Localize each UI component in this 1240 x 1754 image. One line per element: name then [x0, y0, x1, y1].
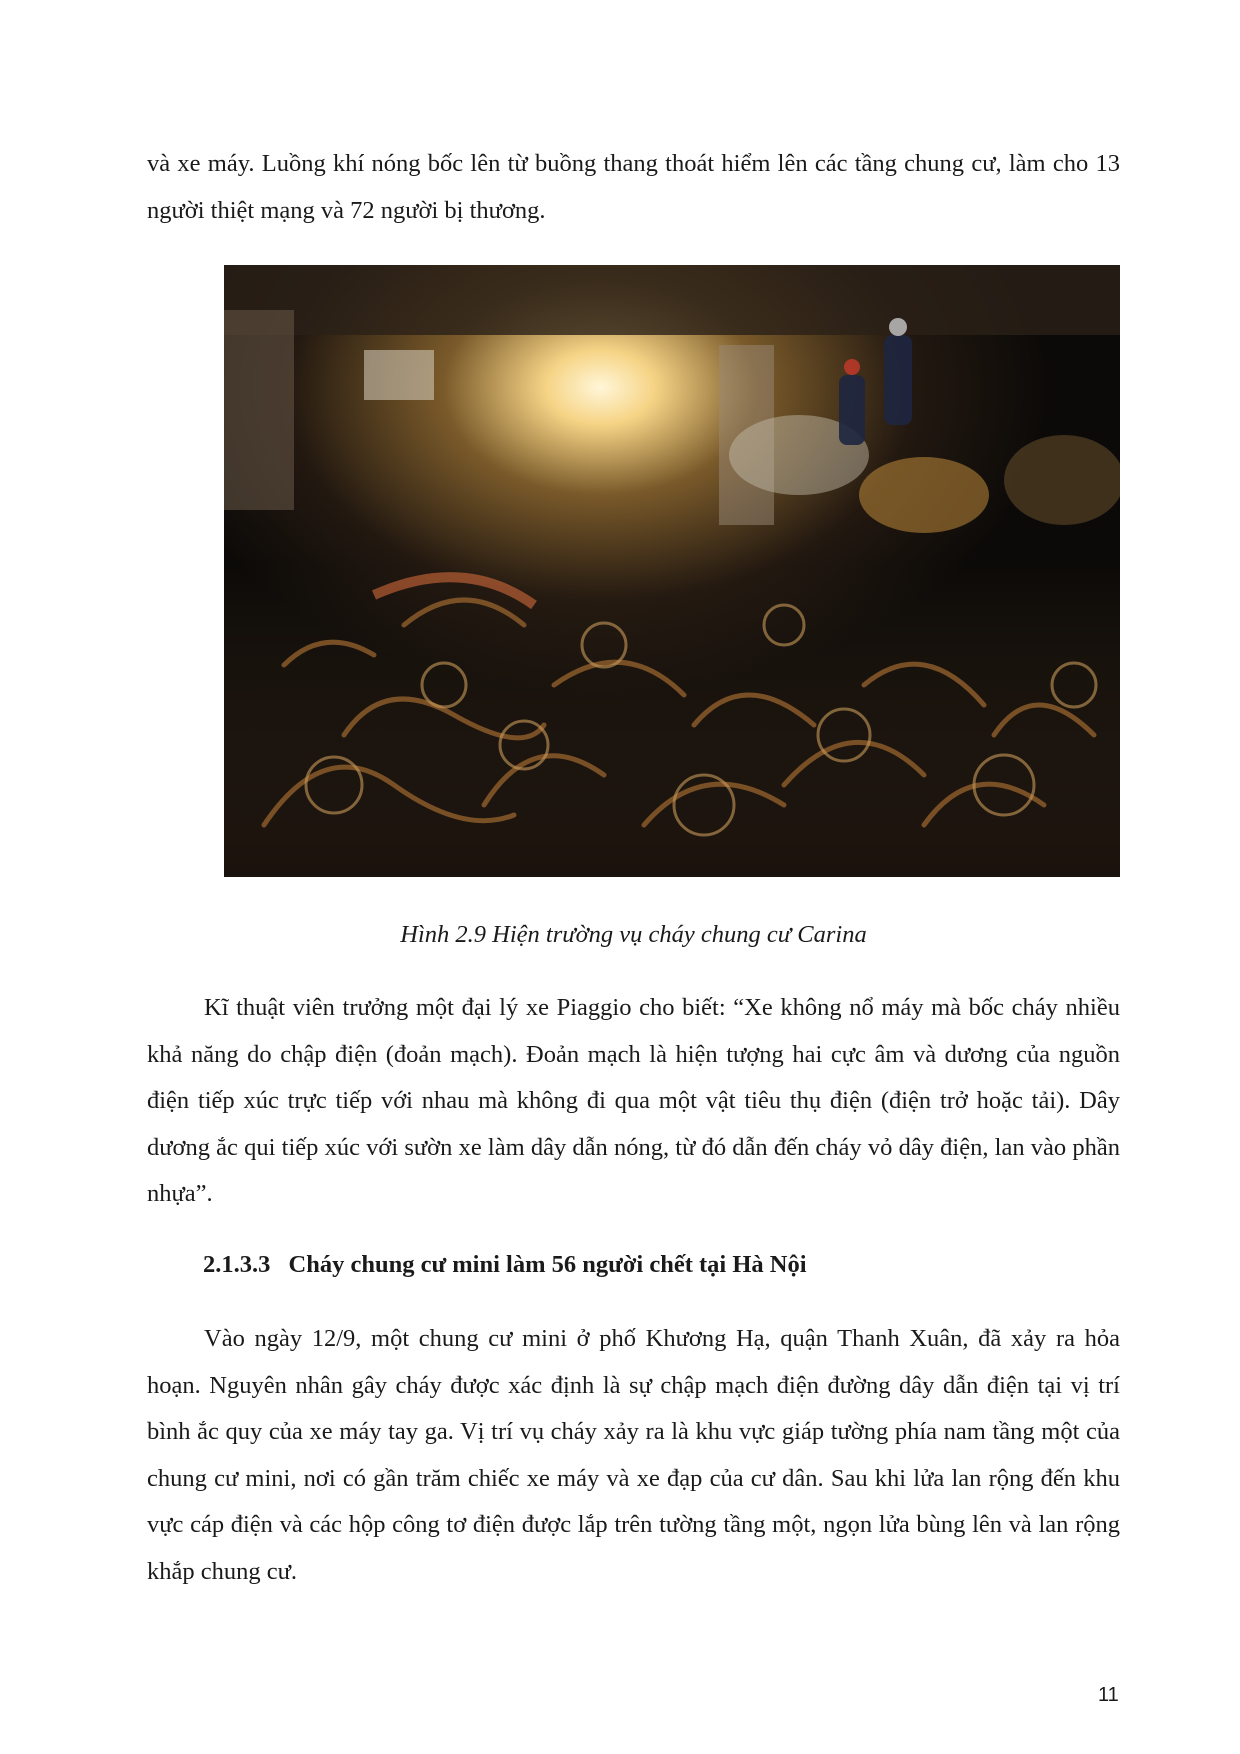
section-title: Cháy chung cư mini làm 56 người chết tại Hà Nội: [288, 1251, 807, 1278]
paragraph-piaggio-quote: Kĩ thuật viên trưởng một đại lý xe Piaggio cho biết: “Xe không nổ máy mà bốc cháy nhiều khả năng do chập điện (đoản mạch). Đoản mạch là hiện tượng hai cực âm và dương của nguồn điện tiếp xúc trực tiếp với nhau mà không đi qua một vật tiêu thụ điện (điện trở hoặc tải). Dây dương ắc qui tiếp xúc với sườn xe làm dây dẫn nóng, từ đó dẫn đến cháy vỏ dây điện, lan vào phần nhựa”.: [147, 994, 1120, 1207]
section-heading: [203, 1245, 807, 1285]
page-number: 11: [1098, 1684, 1119, 1706]
section-number: 2.1.3.3: [203, 1251, 271, 1278]
paragraph-intro-continuation: và xe máy. Luồng khí nóng bốc lên từ buồng thang thoát hiểm lên các tầng chung cư, làm cho 13 người thiệt mạng và 72 người bị thương.: [147, 150, 1120, 224]
figure-caption: Hình 2.9 Hiện trường vụ cháy chung cư Carina: [400, 921, 867, 948]
paragraph-khuong-ha-fire: Vào ngày 12/9, một chung cư mini ở phố Khương Hạ, quận Thanh Xuân, đã xảy ra hỏa hoạn. Nguyên nhân gây cháy được xác định là sự chập mạch điện đường dây dẫn điện tại vị trí bình ắc quy của xe máy tay ga. Vị trí vụ cháy xảy ra là khu vực giáp tường phía nam tầng một của chung cư mini, nơi có gần trăm chiếc xe máy và xe đạp của cư dân. Sau khi lửa lan rộng đến khu vực cáp điện và các hộp công tơ điện được lắp trên tường tầng một, ngọn lửa bùng lên và lan rộng khắp chung cư.: [147, 1325, 1120, 1585]
fire-scene-photo: [224, 265, 1120, 877]
